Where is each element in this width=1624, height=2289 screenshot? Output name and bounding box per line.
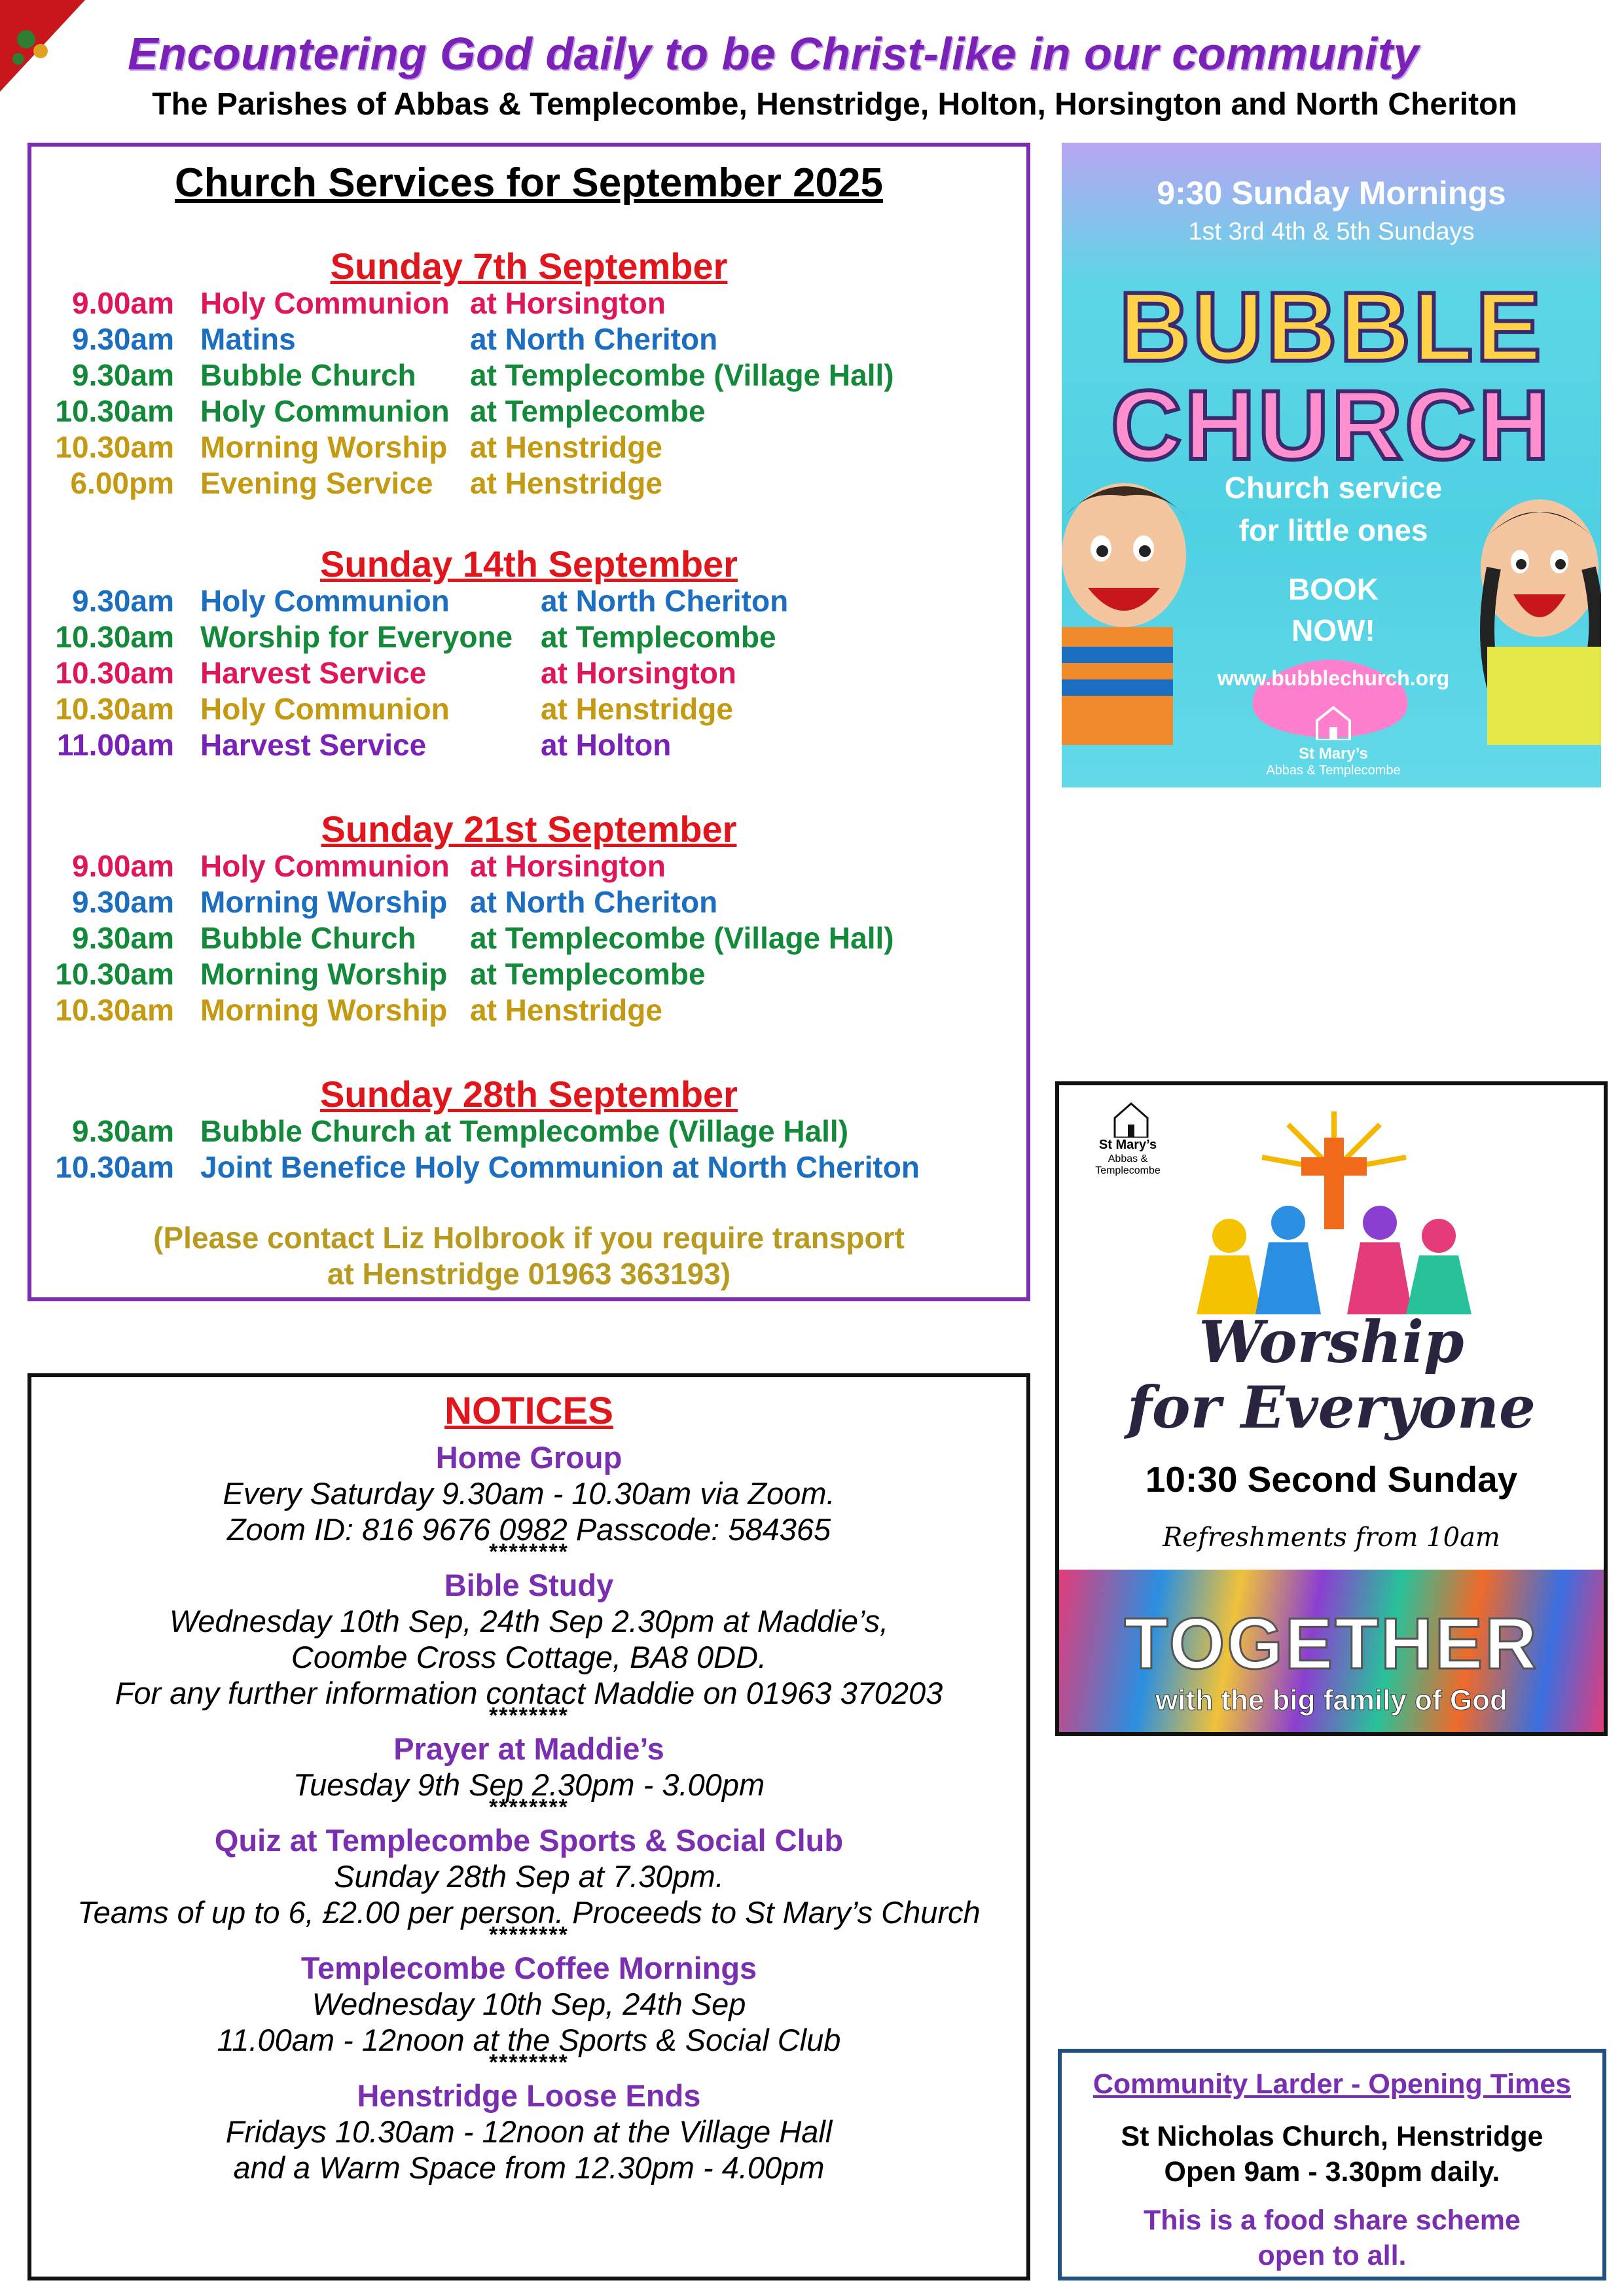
notice-line: Fridays 10.30am - 12noon at the Village Hall <box>225 2114 833 2149</box>
cross-people-icon <box>1170 1098 1498 1314</box>
service-name: Holy Communion <box>200 692 450 726</box>
service-time: 9.30am <box>71 885 174 919</box>
service-row <box>31 727 1026 763</box>
service-location: at Horsington <box>470 286 666 320</box>
day-heading: Sunday 14th September <box>320 543 738 585</box>
notice-heading: Templecombe Coffee Mornings <box>300 1951 757 1985</box>
parishes-subtitle: The Parishes of Abbas & Templecombe, Henstridge, Holton, Horsington and North Cheriton <box>152 87 1517 122</box>
notice-line: Coombe Cross Cottage, BA8 0DD. <box>291 1640 767 1674</box>
service-time: 10.30am <box>55 430 174 464</box>
service-time: 9.30am <box>71 584 174 618</box>
service-name: Joint Benefice Holy Communion at North Cheriton <box>200 1150 920 1184</box>
service-time: 10.30am <box>55 620 174 654</box>
bubble-time: 9:30 Sunday Mornings <box>1157 175 1506 211</box>
notice-separator: ******** <box>489 1795 569 1820</box>
service-location: at Templecombe <box>470 394 706 428</box>
service-row <box>31 920 1026 956</box>
service-row <box>31 992 1026 1028</box>
service-row <box>31 655 1026 691</box>
service-row <box>31 956 1026 992</box>
service-row <box>31 465 1026 501</box>
bubble-desc-1: Church service <box>1224 471 1443 505</box>
service-location: at North Cheriton <box>470 322 718 356</box>
service-name: Morning Worship <box>200 430 448 464</box>
service-time: 9.00am <box>71 286 174 320</box>
bubble-url: www.bubblechurch.org <box>1217 666 1450 690</box>
service-name: Morning Worship <box>200 957 448 991</box>
service-location: at Henstridge <box>470 466 662 500</box>
notice-heading: Henstridge Loose Ends <box>357 2078 701 2113</box>
service-location: at North Cheriton <box>541 584 789 618</box>
service-name: Holy Communion <box>200 394 450 428</box>
notice-line: Every Saturday 9.30am - 10.30am via Zoom. <box>223 1476 835 1511</box>
worship-title-1: Worship <box>1199 1308 1464 1376</box>
bubble-word: BUBBLE <box>1119 272 1544 382</box>
notice-line: and a Warm Space from 12.30pm - 4.00pm <box>233 2150 825 2185</box>
service-name: Bubble Church at Templecombe (Village Hall) <box>200 1114 849 1148</box>
holly-decoration <box>0 0 92 98</box>
day-heading: Sunday 28th September <box>320 1073 738 1115</box>
larder-hours: Open 9am - 3.30pm daily. <box>1164 2156 1500 2188</box>
notice-line: For any further information contact Maddie on 01963 370203 <box>115 1676 943 1710</box>
notice-separator: ******** <box>489 1540 569 1564</box>
service-time: 9.30am <box>71 1114 174 1148</box>
service-name: Bubble Church <box>200 358 416 392</box>
service-time: 9.30am <box>71 921 174 955</box>
services-box <box>27 143 1030 1301</box>
service-row <box>31 1149 1026 1185</box>
service-name: Harvest Service <box>200 656 427 690</box>
service-name: Harvest Service <box>200 728 427 762</box>
notice-line: Wednesday 10th Sep, 24th Sep 2.30pm at Maddie’s, <box>169 1604 889 1638</box>
notice-separator: ******** <box>489 1922 569 1947</box>
service-name: Worship for Everyone <box>200 620 513 654</box>
notice-line: Sunday 28th Sep at 7.30pm. <box>334 1859 724 1894</box>
worship-time: 10:30 Second Sunday <box>1145 1459 1518 1500</box>
notice-heading: Bible Study <box>444 1568 614 1602</box>
notices-title: NOTICES <box>444 1390 613 1432</box>
service-location: at Templecombe (Village Hall) <box>470 921 894 955</box>
worship-title-2: for Everyone <box>1127 1373 1536 1441</box>
services-title: Church Services for September 2025 <box>174 160 884 206</box>
bubble-church-poster <box>1062 143 1601 787</box>
service-location: at Templecombe <box>470 957 706 991</box>
service-row <box>31 884 1026 920</box>
notice-separator: ******** <box>489 1703 569 1728</box>
worship-church-name-2: Abbas & Templecombe <box>1095 1153 1161 1176</box>
notice-heading: Prayer at Maddie’s <box>393 1731 664 1766</box>
transport-line-1: (Please contact Liz Holbrook if you require transport <box>153 1221 905 1255</box>
bubble-sundays: 1st 3rd 4th & 5th Sundays <box>1188 218 1475 245</box>
service-location: at Henstridge <box>470 430 662 464</box>
service-row <box>31 285 1026 321</box>
church-icon <box>1111 1098 1151 1141</box>
church-word: CHURCH <box>1111 370 1552 480</box>
service-name: Matins <box>200 322 296 356</box>
notices-box <box>27 1373 1030 2280</box>
church-icon <box>1314 704 1353 744</box>
service-location: at Henstridge <box>541 692 733 726</box>
service-name: Morning Worship <box>200 993 448 1027</box>
service-location: at Horsington <box>541 656 736 690</box>
together-title: TOGETHER <box>1124 1604 1539 1684</box>
service-row <box>31 848 1026 884</box>
bubble-church-name-1: St Mary’s <box>1299 745 1368 763</box>
service-time: 10.30am <box>55 656 174 690</box>
day-heading: Sunday 7th September <box>330 245 728 287</box>
transport-note <box>31 1220 1026 1292</box>
larder-note-1: This is a food share scheme <box>1144 2205 1521 2236</box>
service-time: 9.30am <box>71 322 174 356</box>
service-time: 9.30am <box>71 358 174 392</box>
service-row <box>31 691 1026 727</box>
together-banner <box>1059 1570 1604 1736</box>
worship-refreshments: Refreshments from 10am <box>1163 1523 1500 1553</box>
service-location: at Templecombe (Village Hall) <box>470 358 894 392</box>
service-time: 6.00pm <box>70 466 174 500</box>
worship-church-name-1: St Mary’s <box>1098 1138 1157 1152</box>
service-time: 10.30am <box>55 394 174 428</box>
service-time: 9.00am <box>71 849 174 883</box>
service-row <box>31 429 1026 465</box>
service-name: Morning Worship <box>200 885 448 919</box>
service-location: at North Cheriton <box>470 885 718 919</box>
notice-line: Wednesday 10th Sep, 24th Sep <box>312 1987 746 2021</box>
together-subtitle: with the big family of God <box>1155 1684 1507 1716</box>
service-row <box>31 393 1026 429</box>
service-row <box>31 321 1026 357</box>
service-time: 10.30am <box>55 1150 174 1184</box>
service-row <box>31 619 1026 655</box>
bubble-church-name-2: Abbas & Templecombe <box>1266 763 1401 778</box>
service-location: at Henstridge <box>470 993 662 1027</box>
day-heading: Sunday 21st September <box>321 808 737 850</box>
notice-heading: Quiz at Templecombe Sports & Social Club <box>214 1823 844 1858</box>
service-location: at Templecombe <box>541 620 776 654</box>
service-location: at Horsington <box>470 849 666 883</box>
notice-line: Tuesday 9th Sep 2.30pm - 3.00pm <box>293 1767 765 1802</box>
service-time: 10.30am <box>55 993 174 1027</box>
notice-line: Zoom ID: 816 9676 0982 Passcode: 584365 <box>226 1512 831 1547</box>
bubble-church-name <box>1238 745 1428 778</box>
service-name: Holy Communion <box>200 286 450 320</box>
worship-for-everyone-poster <box>1055 1081 1608 1736</box>
larder-heading: Community Larder - Opening Times <box>1092 2068 1572 2100</box>
puppets-illustration <box>1062 470 1601 745</box>
service-row <box>31 583 1026 619</box>
larder-location: St Nicholas Church, Henstridge <box>1121 2121 1543 2152</box>
community-larder-box <box>1058 2049 1606 2280</box>
notice-heading: Home Group <box>435 1440 623 1475</box>
notice-separator: ******** <box>489 2050 569 2075</box>
notice-line: Teams of up to 6, £2.00 per person. Proceeds to St Mary’s Church <box>77 1895 981 1930</box>
parish-motto: Encountering God daily to be Christ-like in our community <box>128 28 1420 79</box>
service-row <box>31 1113 1026 1149</box>
bubble-desc-2: for little ones <box>1238 513 1428 547</box>
service-row <box>31 357 1026 393</box>
transport-line-2: at Henstridge 01963 363193) <box>327 1257 731 1291</box>
service-time: 11.00am <box>56 728 174 762</box>
service-name: Bubble Church <box>200 921 416 955</box>
larder-note-2: open to all. <box>1257 2240 1407 2271</box>
service-time: 10.30am <box>55 957 174 991</box>
book-label-2: NOW! <box>1291 613 1375 647</box>
notice-line: 11.00am - 12noon at the Sports & Social Club <box>217 2023 841 2057</box>
service-name: Evening Service <box>200 466 433 500</box>
service-name: Holy Communion <box>200 849 450 883</box>
service-time: 10.30am <box>55 692 174 726</box>
service-name: Holy Communion <box>200 584 450 618</box>
service-location: at Holton <box>541 728 672 762</box>
book-label-1: BOOK <box>1288 572 1379 606</box>
